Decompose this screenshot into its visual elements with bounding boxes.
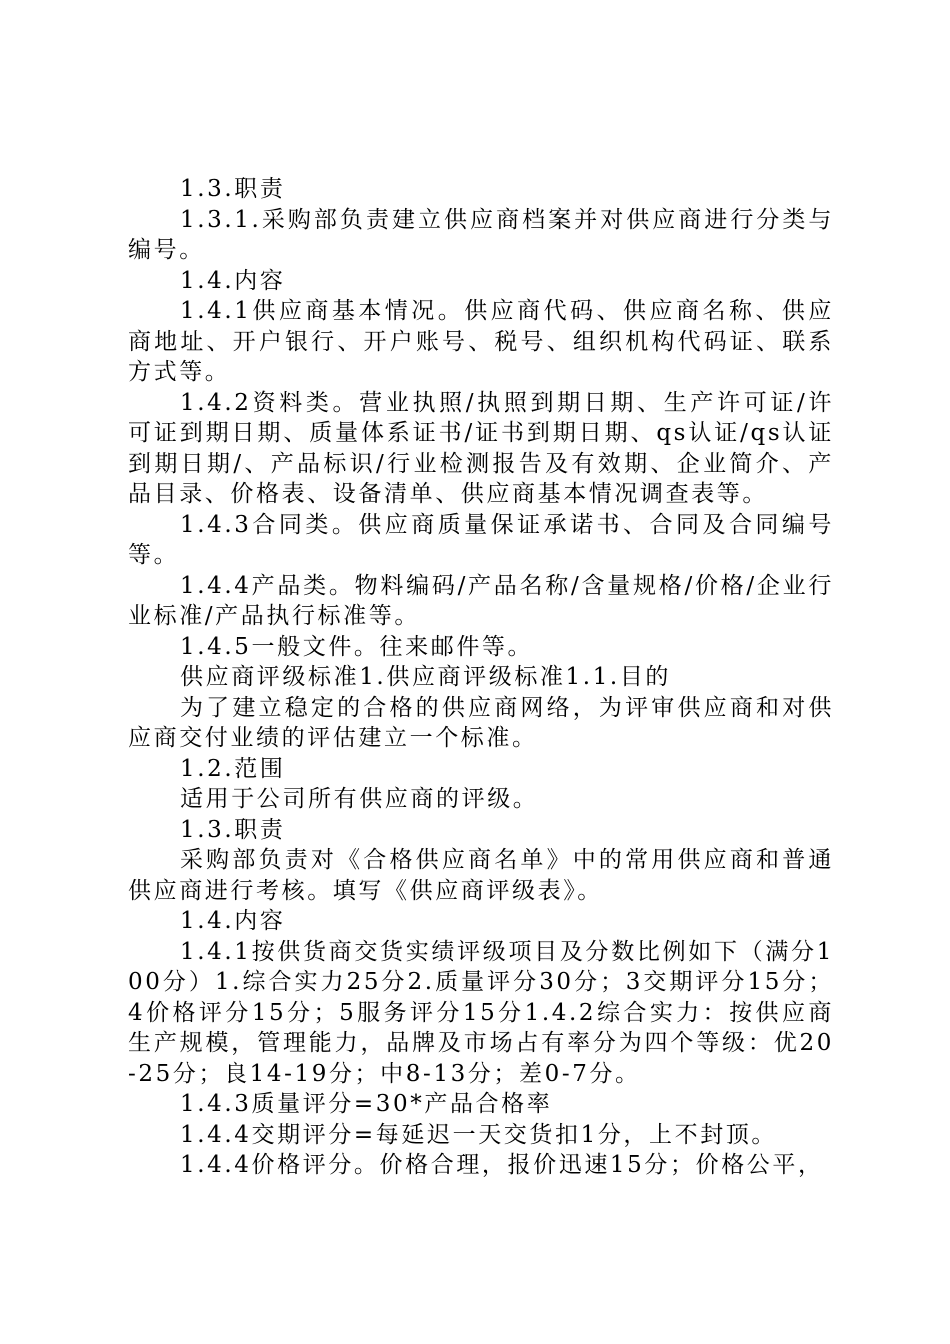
- paragraph-1-4-content: 1.4.内容: [180, 267, 286, 294]
- paragraph-price-score: 1.4.4价格评分。价格合理，报价迅速15分；价格公平，: [180, 1152, 824, 1178]
- paragraph-1-3-1: 1.3.1.采购部负责建立供应商档案并对供应商进行分类与编号。: [128, 206, 834, 263]
- paragraph-1-3-duties-2: 1.3.职责: [180, 816, 286, 843]
- paragraph-delivery-score: 1.4.4交期评分=每延迟一天交货扣1分，上不封顶。: [180, 1121, 778, 1148]
- paragraph-1-4-content-2: 1.4.内容: [180, 908, 286, 934]
- paragraph-purpose: 为了建立稳定的合格的供应商网络，为评审供应商和对供应商交付业绩的评估建立一个标准。: [128, 694, 834, 751]
- paragraph-quality-score: 1.4.3质量评分=30*产品合格率: [180, 1091, 553, 1117]
- paragraph-rating-items: 1.4.1按供货商交货实绩评级项目及分数比例如下（满分100分）1.综合实力25分2.质量评分30分；3交期评分15分；4价格评分15分；5服务评分15分1.4.2综合实力：按供应商生产规模，管理能力，品牌及市场占有率分为四个等级：优20-25分；良14-19分；中8-13分；差0-7分。: [128, 938, 834, 1087]
- paragraph-1-4-5: 1.4.5一般文件。往来邮件等。: [180, 633, 534, 660]
- paragraph-1-2-scope: 1.2.范围: [180, 755, 286, 782]
- paragraph-1-3-duties: 1.3.职责: [180, 176, 286, 202]
- section-title-supplier-rating: 供应商评级标准1.供应商评级标准1.1.目的: [180, 664, 672, 690]
- paragraph-1-4-1: 1.4.1供应商基本情况。供应商代码、供应商名称、供应商地址、开户银行、开户账号、税号、组织机构代码证、联系方式等。: [128, 298, 834, 385]
- paragraph-duties-text: 采购部负责对《合格供应商名单》中的常用供应商和普通供应商进行考核。填写《供应商评级表》。: [128, 847, 834, 904]
- document-body: [128, 174, 834, 1181]
- paragraph-scope-text: 适用于公司所有供应商的评级。: [180, 786, 539, 812]
- paragraph-1-4-3: 1.4.3合同类。供应商质量保证承诺书、合同及合同编号等。: [128, 511, 834, 568]
- paragraph-1-4-4: 1.4.4产品类。物料编码/产品名称/含量规格/价格/企业行业标准/产品执行标准等。: [128, 572, 834, 629]
- paragraph-1-4-2: 1.4.2资料类。营业执照/执照到期日期、生产许可证/许可证到期日期、质量体系证书/证书到期日期、qs认证/qs认证到期日期/、产品标识/行业检测报告及有效期、企业简介、产品目录、价格表、设备清单、供应商基本情况调查表等。: [128, 389, 834, 507]
